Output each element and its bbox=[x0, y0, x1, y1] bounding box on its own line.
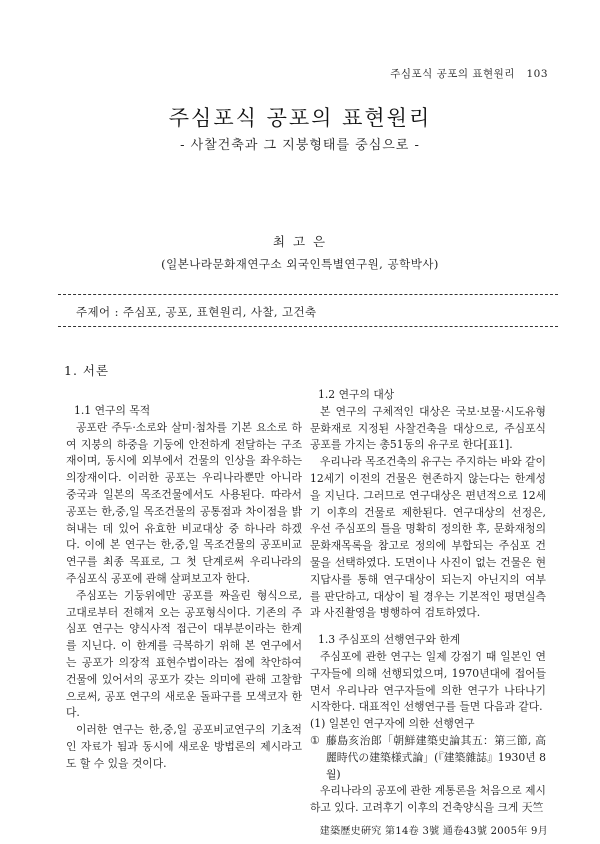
keywords-bottom-rule bbox=[58, 326, 558, 327]
paragraph: 이러한 연구는 한,중,일 공포비교연구의 기초적인 자료가 됨과 동시에 새로운 방법론의 제시라고도 할 수 있을 것이다. bbox=[66, 723, 302, 770]
left-column bbox=[66, 403, 302, 773]
subsection-heading-purpose: 1.1 연구의 목적 bbox=[74, 404, 151, 417]
keywords-top-rule bbox=[58, 294, 558, 295]
article-subtitle: - 사찰건축과 그 지붕형태를 중심으로 - bbox=[180, 138, 420, 153]
paragraph: 주심포는 기둥위에만 공포를 짜올린 형식으로, 고대로부터 전해져 오는 공포형식이다. 기존의 주심포 연구는 양식사적 접근이 대부분이라는 한계를 지닌다. 이 한계를 극복하기 위해 본 연구에서는 공포가 의장적 표현수법이라는 점에 착안하여 건물에 있어서의 공포가 갖는 의미에 관해 고찰함으로써, 공포 연구의 새로운 돌파구를 모색코자 한다. bbox=[66, 588, 302, 720]
paragraph: 공포란 주두·소로와 살미·첨차를 기본 요소로 하여 지붕의 하중을 기둥에 안전하게 전달하는 구조재이며, 동시에 외부에서 건물의 인상을 좌우하는 의장재이다. 이러한 공포는 우리나라뿐만 아니라 중국과 일본의 목조건물에서도 사용된다. 따라서 공포는 한,중,일 목조건물의 공통점과 차이점을 밝혀내는 데 있어 유효한 비교대상 중 하나라 하겠다. 이에 본 연구는 한,중,일 목조건물의 공포비교연구를 최종 목표로, 그 첫 단계로써 우리나라의 주심포식 공포에 관해 살펴보고자 한다. bbox=[66, 420, 302, 585]
page-number: 103 bbox=[526, 68, 548, 80]
running-header bbox=[390, 66, 548, 81]
author-affiliation: (일본나라문화재연구소 외국인특별연구원, 공학박사) bbox=[161, 257, 439, 271]
reference-item bbox=[310, 733, 546, 783]
paragraph: 주심포에 관한 연구는 일제 강점기 때 일본인 연구자들에 의해 선행되었으며, 1970년대에 접어들면서 우리나라 연구자들에 의한 연구가 나타나기 시작한다. 대표적인 선행연구를 들면 다음과 같다. bbox=[310, 649, 546, 714]
paragraph: 본 연구의 구체적인 대상은 국보·보물·시도유형문화재로 지정된 사찰건축을 대상으로, 주심포식 공포를 가지는 총51동의 유구로 한다[표1]. bbox=[310, 404, 546, 452]
journal-footer: 建築歷史硏究 第14卷 3號 通卷43號 2005年 9月 bbox=[319, 826, 548, 837]
list-heading: (1) 일본인 연구자에 의한 선행연구 bbox=[310, 717, 475, 731]
subsection-heading-scope: 1.2 연구의 대상 bbox=[318, 388, 395, 401]
subsection-heading-prior-research: 1.3 주심포의 선행연구와 한계 bbox=[318, 633, 461, 647]
keywords: 주제어 : 주심포, 공포, 표현원리, 사찰, 고건축 bbox=[76, 305, 317, 319]
section-heading-introduction: 1. 서론 bbox=[64, 363, 110, 378]
running-title: 주심포식 공포의 표현원리 bbox=[390, 68, 515, 80]
reference-text: 藤島亥治郎「朝鮮建築史論其五：第三節, 高麗時代の建築様式論」(『建築雜誌』1930년 8월) bbox=[326, 733, 546, 781]
author-name: 최 고 은 bbox=[272, 234, 328, 249]
right-column bbox=[310, 387, 546, 817]
paragraph: 우리나라 목조건축의 유구는 주지하는 바와 같이 12세기 이전의 건물은 현존하지 않는다는 한계성을 지닌다. 그러므로 연구대상은 편년적으로 12세기 이후의 건물로 제한된다. 연구대상의 선정은, 우선 주심포의 틀을 명확히 정의한 후, 문화재청의 문화재목록을 참고로 정의에 부합되는 주심포 건물을 선택하였다. 도면이나 사진이 없는 건물은 현지답사를 통해 연구대상이 되는지 아닌지의 여부를 판단하고, 대상이 될 경우는 기본적인 평면실측과 사진촬영을 병행하여 검토하였다. bbox=[310, 455, 546, 620]
reference-number: ① bbox=[310, 733, 320, 747]
paragraph: 우리나라의 공포에 관한 계통론을 처음으로 제시하고 있다. 고려후기 이후의 건축양식을 크게 天竺 bbox=[310, 784, 546, 815]
article-title: 주심포식 공포의 표현원리 bbox=[168, 106, 432, 130]
